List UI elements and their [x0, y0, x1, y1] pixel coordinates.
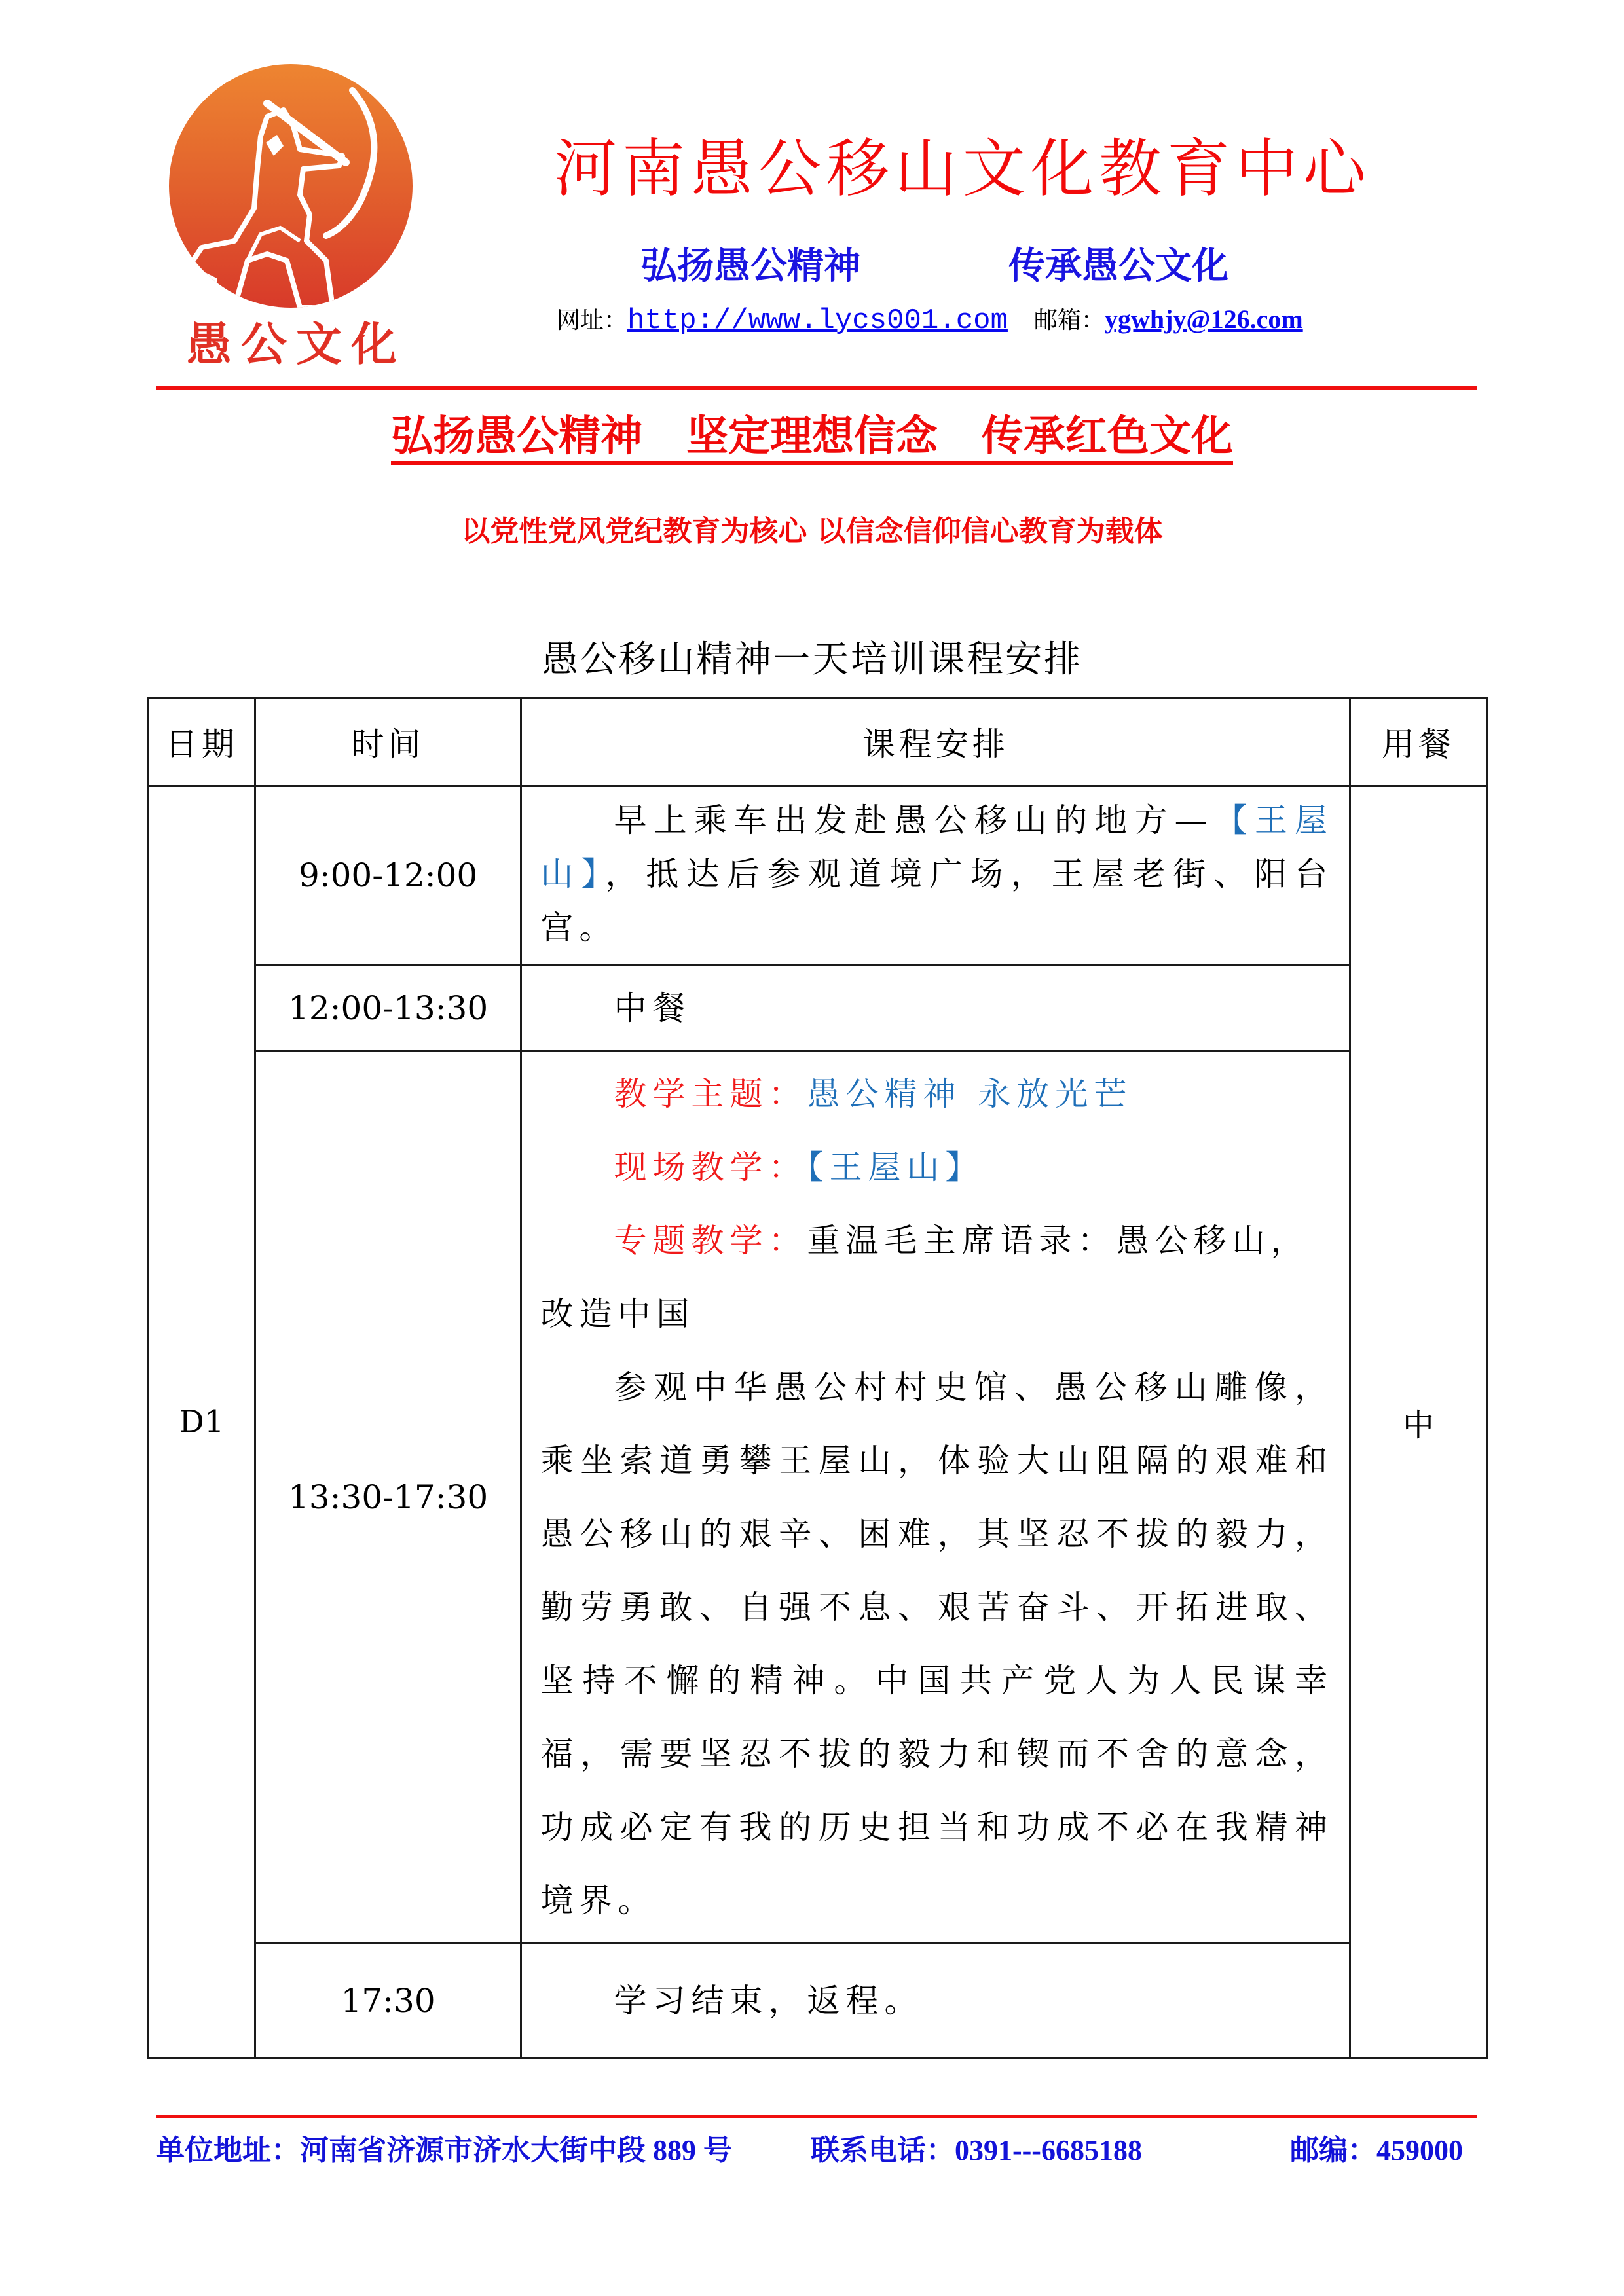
time-cell: 9:00-12:00 [255, 786, 521, 965]
table-row [149, 965, 1487, 1051]
footer-postcode: 邮编：459000 [1290, 2134, 1463, 2166]
time-cell: 17:30 [255, 1944, 521, 2058]
header-time: 时间 [255, 698, 521, 786]
document-title: 愚公移山精神一天培训课程安排 [542, 638, 1082, 681]
footer [156, 2128, 1485, 2174]
email-link[interactable]: ygwhjy@126.com [1104, 304, 1303, 334]
site-label: 现场教学： [614, 1148, 807, 1186]
header-slogan [616, 237, 1323, 287]
website-link[interactable]: http://www.lycs001.com [627, 304, 1008, 337]
slogan-left: 弘扬愚公精神 [640, 245, 860, 287]
table-row [149, 786, 1487, 965]
site-value: 【王屋山】 [807, 1148, 984, 1186]
plan-text: 学习结束，返程。 [614, 1982, 923, 2020]
logo [169, 59, 418, 371]
table-header-row [149, 698, 1487, 786]
header-meal: 用餐 [1350, 698, 1487, 786]
table-row [149, 1944, 1487, 2058]
plan-text: 早上乘车出发赴愚公移山的地方— [614, 801, 1213, 839]
website-label: 网址： [557, 307, 628, 334]
plan-cell [521, 1051, 1350, 1944]
plan-cell [521, 786, 1350, 965]
organization-name: 河南愚公移山文化教育中心 [554, 132, 1371, 206]
theme-label: 教学主题： [614, 1075, 807, 1113]
topic-label: 专题教学： [614, 1222, 807, 1260]
plan-cell [521, 965, 1350, 1051]
time-cell: 13:30-17:30 [255, 1051, 521, 1944]
email-label: 邮箱： [1033, 307, 1105, 334]
plan-text: ，抵达后参观道境广场，王屋老街、阳台宫。 [540, 855, 1334, 947]
plan-body: 参观中华愚公村村史馆、愚公移山雕像，乘坐索道勇攀王屋山，体验大山阻隔的艰难和愚公移山的艰辛、困难，其坚忍不拔的毅力，勤劳勇敢、自强不息、艰苦奋斗、开拓进取、坚持不懈的精神。中国共产党人为人民谋幸福，需要坚忍不拔的毅力和锲而不舍的意念，功成必定有我的历史担当和功成不必在我精神境界。 [540, 1368, 1334, 1920]
motto-sub: 以党性党风党纪教育为核心 以信念信仰信心教育为载体 [461, 515, 1163, 548]
logo-text: 愚公文化 [186, 317, 406, 371]
header-plan: 课程安排 [521, 698, 1350, 786]
header-divider [156, 386, 1477, 390]
motto-main: 弘扬愚公精神 坚定理想信念 传承红色文化 [391, 414, 1233, 465]
plan-text: 中餐 [614, 989, 692, 1027]
contact-line [557, 303, 1395, 336]
footer-divider [156, 2115, 1477, 2118]
table-row [149, 1051, 1487, 1944]
theme-value: 愚公精神 永放光芒 [807, 1075, 1133, 1113]
slogan-right: 传承愚公文化 [1008, 245, 1228, 287]
schedule-table [147, 697, 1488, 2059]
footer-address: 单位地址：河南省济源市济水大街中段 889 号 [156, 2134, 732, 2166]
meal-cell: 中 [1350, 786, 1487, 2058]
yugong-pickaxe-figure-icon [169, 64, 413, 308]
header-date: 日期 [149, 698, 255, 786]
motto [0, 414, 1624, 465]
time-cell: 12:00-13:30 [255, 965, 521, 1051]
plan-cell [521, 1944, 1350, 2058]
topic-value: 重温毛主席语录：愚公移山，改造中国 [540, 1222, 1310, 1333]
day-cell: D1 [149, 786, 255, 2058]
location-highlight: 【王屋山】 [540, 801, 1334, 893]
footer-phone: 联系电话：0391---6685188 [811, 2134, 1142, 2166]
